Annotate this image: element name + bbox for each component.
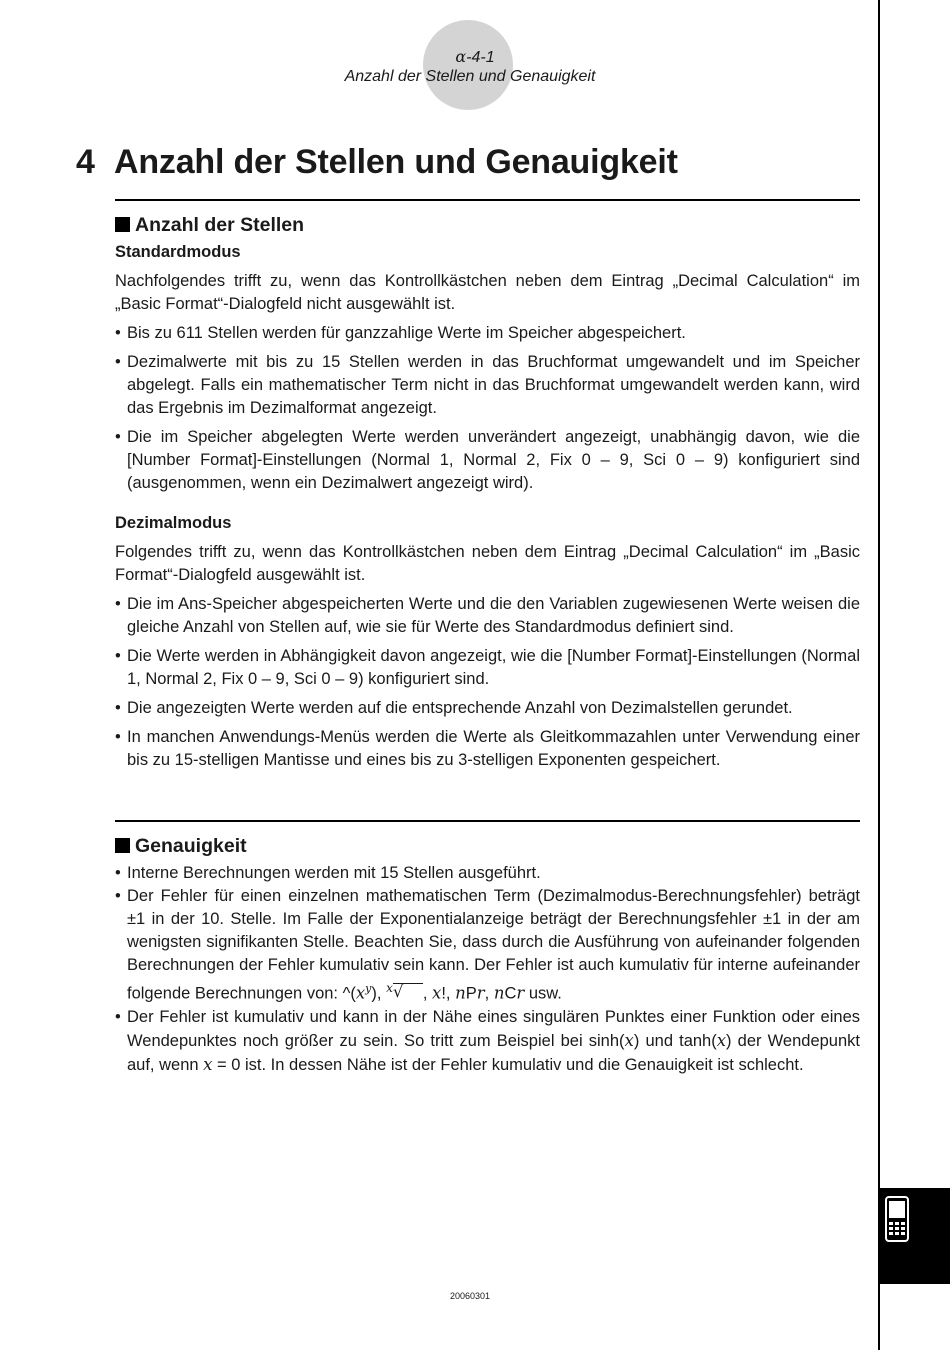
subheading-dezimalmodus: Dezimalmodus	[115, 514, 232, 532]
list-item: • Interne Berechnungen werden mit 15 Stellen ausgeführt.	[115, 862, 860, 885]
bullet-list	[115, 322, 860, 495]
bullet-list	[115, 862, 860, 1077]
running-header: Anzahl der Stellen und Genauigkeit	[344, 68, 596, 85]
section-heading: Genauigkeit	[115, 833, 860, 859]
chapter-number: 4	[76, 143, 95, 181]
list-item: • Die im Ans-Speicher abgespeicherten Werte und die den Variablen zugewiesenen Werte weisen die gleiche Anzahl von Stellen auf, wie sie für Werte des Standardmodus definiert sind.	[115, 593, 860, 639]
section-genauigkeit	[115, 833, 860, 1077]
calculator-icon	[885, 1196, 909, 1242]
paragraph: Folgendes trifft zu, wenn das Kontrollkästchen neben dem Eintrag „Decimal Calculation“ im „Basic Format“-Dialogfeld ausgewählt ist.	[115, 543, 860, 584]
paragraph: Nachfolgendes trifft zu, wenn das Kontrollkästchen neben dem Eintrag „Decimal Calculation“ im „Basic Format“-Dialogfeld nicht ausgewählt ist.	[115, 272, 860, 313]
chapter-title	[76, 143, 678, 182]
square-bullet-icon	[115, 217, 130, 232]
chapter-title-text: Anzahl der Stellen und Genauigkeit	[114, 143, 678, 181]
list-item: • Der Fehler für einen einzelnen mathematischen Term (Dezimalmodus-Berechnungsfehler) beträgt ±1 in der 10. Stelle. Im Falle der Exponentialanzeige beträgt der Berechnungsfehler ±1 in der am wenigsten signifikanten Stelle. Beachten Sie, dass durch die Ausführung von aufeinander folgenden Berechnungen der Fehler kumulativ sein kann. Der Fehler ist auch kumulativ für interne aufeinander folgende Berechnungen von: $\^{}(x^y)$, $^x$√ , x!, nPr, nCr usw.	[115, 885, 860, 1006]
page-code: α-4-1	[455, 47, 495, 66]
square-bullet-icon	[115, 838, 130, 853]
list-item: • Die im Speicher abgelegten Werte werden unverändert angezeigt, unabhängig davon, wie die [Number Format]-Einstellungen (Normal 1, Normal 2, Fix 0 – 9, Sci 0 – 9) konfiguriert sind (ausgenommen, wenn ein Dezimalwert angezeigt wird).	[115, 426, 860, 495]
footer-code: 20060301	[449, 1291, 491, 1301]
list-item: • Dezimalwerte mit bis zu 15 Stellen werden in das Bruchformat umgewandelt und im Speicher abgelegt. Falls ein mathematischer Term nicht in das Bruchformat umgewandelt werden kann, wird das Ergebnis im Dezimalformat angezeigt.	[115, 351, 860, 420]
section-anzahl-der-stellen	[115, 212, 860, 778]
list-item: • Die Werte werden in Abhängigkeit davon angezeigt, wie die [Number Format]-Einstellungen (Normal 1, Normal 2, Fix 0 – 9, Sci 0 – 9) konfiguriert sind.	[115, 645, 860, 691]
subheading-standardmodus: Standardmodus	[115, 243, 241, 261]
chapter-rule	[115, 199, 860, 201]
list-item: • Bis zu 611 Stellen werden für ganzzahlige Werte im Speicher abgespeichert.	[115, 322, 860, 345]
section-heading: Anzahl der Stellen	[115, 212, 860, 238]
list-item: • Der Fehler ist kumulativ und kann in der Nähe eines singulären Punktes einer Funktion oder eines Wendepunktes noch größer zu sein. So tritt zum Beispiel bei sinh(x) und tanh(x) der Wendepunkt auf, wenn x = 0 ist. In dessen Nähe ist der Fehler kumulativ und die Genauigkeit ist schlecht.	[115, 1006, 860, 1077]
root-sign: √	[393, 983, 423, 1000]
root-index: x	[386, 981, 393, 995]
section-rule	[115, 820, 860, 822]
list-item: • Die angezeigten Werte werden auf die entsprechende Anzahl von Dezimalstellen gerundet.	[115, 697, 860, 720]
bullet-list	[115, 593, 860, 772]
page-edge-rule	[878, 0, 880, 1350]
list-item: • In manchen Anwendungs-Menüs werden die Werte als Gleitkommazahlen unter Verwendung einer bis zu 15-stelligen Mantisse und eines bis zu 3-stelligen Exponenten gespeichert.	[115, 726, 860, 772]
